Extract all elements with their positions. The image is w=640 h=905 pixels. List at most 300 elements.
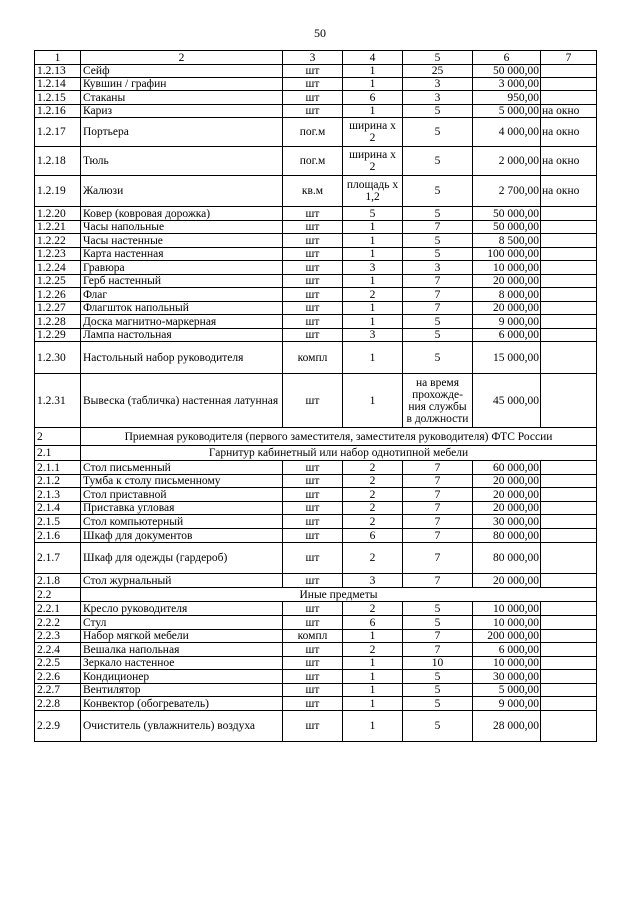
table-row	[35, 302, 597, 315]
item-unit: шт	[283, 221, 343, 234]
item-service-life: 5	[403, 315, 473, 329]
item-number: 1.2.19	[35, 176, 81, 207]
item-name: Кариз	[81, 105, 283, 118]
table-row	[35, 657, 597, 670]
item-number: 1.2.23	[35, 248, 81, 261]
item-service-life: 5	[403, 248, 473, 261]
item-name: Доска магнитно-маркерная	[81, 315, 283, 329]
table-row	[35, 574, 597, 588]
item-name: Приставка угловая	[81, 502, 283, 515]
table-row	[35, 670, 597, 684]
table-row	[35, 329, 597, 342]
item-quantity: 2	[343, 515, 403, 529]
item-number: 2.1.5	[35, 515, 81, 529]
item-quantity: 6	[343, 529, 403, 543]
item-price: 15 000,00	[473, 342, 541, 374]
item-note	[541, 329, 597, 342]
item-number: 1.2.30	[35, 342, 81, 374]
item-number: 1.2.29	[35, 329, 81, 342]
item-name: Флагшток напольный	[81, 302, 283, 315]
item-note	[541, 234, 597, 248]
item-unit: шт	[283, 670, 343, 684]
item-number: 1.2.20	[35, 207, 81, 221]
item-name: Набор мягкой мебели	[81, 630, 283, 643]
item-number: 1.2.17	[35, 118, 81, 147]
item-note	[541, 711, 597, 742]
table-row	[35, 461, 597, 475]
item-service-life: 7	[403, 515, 473, 529]
item-unit: кв.м	[283, 176, 343, 207]
table-row	[35, 643, 597, 657]
section-number: 2	[35, 428, 81, 446]
table-row	[35, 515, 597, 529]
item-quantity: 1	[343, 248, 403, 261]
item-unit: компл	[283, 342, 343, 374]
item-number: 2.2.8	[35, 697, 81, 711]
item-unit: шт	[283, 302, 343, 315]
item-price: 4 000,00	[473, 118, 541, 147]
item-name: Вентилятор	[81, 684, 283, 697]
section-title: Гарнитур кабинетный или набор однотипной мебели	[81, 446, 597, 461]
item-price: 20 000,00	[473, 302, 541, 315]
item-quantity: 1	[343, 697, 403, 711]
item-note	[541, 616, 597, 630]
item-price: 60 000,00	[473, 461, 541, 475]
section-row	[35, 588, 597, 602]
item-price: 50 000,00	[473, 65, 541, 78]
item-service-life: 7	[403, 630, 473, 643]
item-quantity: 1	[343, 78, 403, 91]
item-name: Шкаф для документов	[81, 529, 283, 543]
item-unit: шт	[283, 711, 343, 742]
item-note	[541, 602, 597, 616]
item-price: 950,00	[473, 91, 541, 105]
item-unit: шт	[283, 488, 343, 502]
item-unit: шт	[283, 329, 343, 342]
item-note: на окно	[541, 105, 597, 118]
item-note: на окно	[541, 118, 597, 147]
item-service-life: 7	[403, 529, 473, 543]
item-price: 28 000,00	[473, 711, 541, 742]
item-quantity: 1	[343, 684, 403, 697]
item-quantity: 3	[343, 329, 403, 342]
item-note	[541, 302, 597, 315]
item-number: 2.1.8	[35, 574, 81, 588]
item-service-life: 5	[403, 711, 473, 742]
item-quantity: 1	[343, 65, 403, 78]
item-unit: шт	[283, 657, 343, 670]
item-note	[541, 529, 597, 543]
section-number: 2.1	[35, 446, 81, 461]
section-row	[35, 428, 597, 446]
item-price: 50 000,00	[473, 221, 541, 234]
item-note	[541, 475, 597, 488]
item-name: Часы напольные	[81, 221, 283, 234]
item-note	[541, 91, 597, 105]
column-number: 1	[35, 51, 81, 65]
item-quantity: 1	[343, 630, 403, 643]
item-number: 1.2.13	[35, 65, 81, 78]
item-quantity: 2	[343, 502, 403, 515]
item-quantity: 1	[343, 234, 403, 248]
item-name: Лампа настольная	[81, 329, 283, 342]
item-unit: шт	[283, 288, 343, 302]
item-price: 3 000,00	[473, 78, 541, 91]
item-price: 80 000,00	[473, 529, 541, 543]
item-note	[541, 461, 597, 475]
item-note	[541, 488, 597, 502]
item-price: 200 000,00	[473, 630, 541, 643]
table-row	[35, 697, 597, 711]
item-number: 1.2.31	[35, 374, 81, 428]
item-quantity: 2	[343, 543, 403, 574]
item-number: 1.2.26	[35, 288, 81, 302]
item-service-life: 7	[403, 488, 473, 502]
item-price: 10 000,00	[473, 261, 541, 275]
item-service-life: 7	[403, 574, 473, 588]
item-note	[541, 275, 597, 288]
item-note	[541, 515, 597, 529]
item-name: Стол компьютерный	[81, 515, 283, 529]
item-note: на окно	[541, 147, 597, 176]
item-quantity: 1	[343, 105, 403, 118]
item-price: 30 000,00	[473, 670, 541, 684]
item-note	[541, 684, 597, 697]
table-row	[35, 602, 597, 616]
item-unit: пог.м	[283, 118, 343, 147]
item-unit: шт	[283, 543, 343, 574]
item-number: 2.2.3	[35, 630, 81, 643]
table-row	[35, 234, 597, 248]
item-service-life: 5	[403, 147, 473, 176]
table-row	[35, 288, 597, 302]
item-price: 20 000,00	[473, 502, 541, 515]
item-price: 30 000,00	[473, 515, 541, 529]
item-service-life: 5	[403, 118, 473, 147]
table-row	[35, 248, 597, 261]
item-quantity: 6	[343, 616, 403, 630]
item-name: Тумба к столу письменному	[81, 475, 283, 488]
item-unit: шт	[283, 261, 343, 275]
item-number: 2.1.6	[35, 529, 81, 543]
item-quantity: 1	[343, 315, 403, 329]
item-note	[541, 630, 597, 643]
item-unit: шт	[283, 275, 343, 288]
item-name: Гравюра	[81, 261, 283, 275]
item-unit: шт	[283, 502, 343, 515]
item-note	[541, 315, 597, 329]
item-name: Часы настенные	[81, 234, 283, 248]
item-service-life: 7	[403, 288, 473, 302]
item-name: Сейф	[81, 65, 283, 78]
item-number: 2.1.7	[35, 543, 81, 574]
column-number: 2	[81, 51, 283, 65]
item-service-life: 7	[403, 302, 473, 315]
item-name: Стол журнальный	[81, 574, 283, 588]
table-row	[35, 275, 597, 288]
item-number: 1.2.27	[35, 302, 81, 315]
item-quantity: 2	[343, 475, 403, 488]
item-number: 1.2.22	[35, 234, 81, 248]
item-unit: шт	[283, 697, 343, 711]
item-note	[541, 78, 597, 91]
item-price: 5 000,00	[473, 105, 541, 118]
item-name: Тюль	[81, 147, 283, 176]
item-number: 2.2.9	[35, 711, 81, 742]
item-name: Настольный набор руководителя	[81, 342, 283, 374]
column-number: 3	[283, 51, 343, 65]
item-note	[541, 261, 597, 275]
item-number: 2.2.4	[35, 643, 81, 657]
item-number: 2.1.4	[35, 502, 81, 515]
item-name: Вывеска (табличка) настенная латунная	[81, 374, 283, 428]
item-number: 1.2.28	[35, 315, 81, 329]
item-name: Кресло руководителя	[81, 602, 283, 616]
item-price: 9 000,00	[473, 697, 541, 711]
item-number: 1.2.24	[35, 261, 81, 275]
item-service-life: 5	[403, 342, 473, 374]
item-name: Зеркало настенное	[81, 657, 283, 670]
item-note	[541, 643, 597, 657]
item-number: 1.2.14	[35, 78, 81, 91]
item-unit: шт	[283, 515, 343, 529]
table-row	[35, 711, 597, 742]
item-price: 8 000,00	[473, 288, 541, 302]
item-quantity: 3	[343, 574, 403, 588]
column-number: 6	[473, 51, 541, 65]
item-note	[541, 342, 597, 374]
item-unit: шт	[283, 529, 343, 543]
item-number: 2.2.7	[35, 684, 81, 697]
item-note	[541, 502, 597, 515]
item-note	[541, 574, 597, 588]
item-quantity: 1	[343, 221, 403, 234]
item-name: Очиститель (увлажнитель) воздуха	[81, 711, 283, 742]
item-service-life: 10	[403, 657, 473, 670]
item-price: 20 000,00	[473, 475, 541, 488]
item-service-life: 5	[403, 176, 473, 207]
item-unit: шт	[283, 65, 343, 78]
item-price: 9 000,00	[473, 315, 541, 329]
item-note	[541, 374, 597, 428]
item-name: Стул	[81, 616, 283, 630]
table-row	[35, 374, 597, 428]
item-note	[541, 65, 597, 78]
item-unit: пог.м	[283, 147, 343, 176]
item-name: Герб настенный	[81, 275, 283, 288]
item-note	[541, 543, 597, 574]
item-note: на окно	[541, 176, 597, 207]
item-unit: шт	[283, 315, 343, 329]
item-quantity: 1	[343, 302, 403, 315]
table-row	[35, 543, 597, 574]
item-quantity: 1	[343, 374, 403, 428]
table-row	[35, 91, 597, 105]
item-price: 20 000,00	[473, 275, 541, 288]
item-unit: компл	[283, 630, 343, 643]
item-service-life: 7	[403, 543, 473, 574]
item-number: 2.2.5	[35, 657, 81, 670]
item-number: 1.2.16	[35, 105, 81, 118]
item-number: 1.2.21	[35, 221, 81, 234]
item-number: 2.1.3	[35, 488, 81, 502]
item-name: Карта настенная	[81, 248, 283, 261]
item-quantity: 6	[343, 91, 403, 105]
table-row	[35, 630, 597, 643]
item-number: 2.2.6	[35, 670, 81, 684]
item-unit: шт	[283, 475, 343, 488]
item-price: 45 000,00	[473, 374, 541, 428]
item-price: 10 000,00	[473, 657, 541, 670]
item-unit: шт	[283, 616, 343, 630]
item-unit: шт	[283, 602, 343, 616]
item-price: 20 000,00	[473, 574, 541, 588]
table-row	[35, 475, 597, 488]
item-unit: шт	[283, 105, 343, 118]
item-number: 1.2.18	[35, 147, 81, 176]
item-price: 20 000,00	[473, 488, 541, 502]
item-name: Жалюзи	[81, 176, 283, 207]
item-note	[541, 221, 597, 234]
table-row	[35, 65, 597, 78]
table-row	[35, 118, 597, 147]
item-service-life: 7	[403, 275, 473, 288]
item-price: 50 000,00	[473, 207, 541, 221]
table-row	[35, 176, 597, 207]
item-quantity: 2	[343, 602, 403, 616]
item-price: 6 000,00	[473, 329, 541, 342]
item-service-life: 5	[403, 670, 473, 684]
item-service-life: 7	[403, 475, 473, 488]
item-name: Стол приставной	[81, 488, 283, 502]
table-row	[35, 221, 597, 234]
table-row	[35, 78, 597, 91]
item-service-life: 5	[403, 234, 473, 248]
item-quantity: 2	[343, 643, 403, 657]
item-unit: шт	[283, 207, 343, 221]
item-price: 10 000,00	[473, 616, 541, 630]
item-quantity: 5	[343, 207, 403, 221]
item-note	[541, 248, 597, 261]
item-service-life: 3	[403, 261, 473, 275]
section-title: Приемная руководителя (первого заместителя, заместителя руководителя) ФТС России	[81, 428, 597, 446]
item-name: Кондиционер	[81, 670, 283, 684]
item-quantity: 2	[343, 488, 403, 502]
item-price: 8 500,00	[473, 234, 541, 248]
item-number: 1.2.25	[35, 275, 81, 288]
item-number: 2.1.2	[35, 475, 81, 488]
item-name: Ковер (ковровая дорожка)	[81, 207, 283, 221]
item-service-life: 5	[403, 207, 473, 221]
item-quantity: 1	[343, 711, 403, 742]
table-row	[35, 488, 597, 502]
item-unit: шт	[283, 234, 343, 248]
section-title: Иные предметы	[81, 588, 597, 602]
item-quantity: 2	[343, 288, 403, 302]
item-service-life: 25	[403, 65, 473, 78]
item-unit: шт	[283, 461, 343, 475]
item-service-life: 7	[403, 461, 473, 475]
item-service-life: 3	[403, 78, 473, 91]
furniture-norms-table	[34, 50, 597, 742]
item-service-life: 5	[403, 602, 473, 616]
table-row	[35, 315, 597, 329]
item-service-life: 5	[403, 697, 473, 711]
item-price: 2 000,00	[473, 147, 541, 176]
table-row	[35, 105, 597, 118]
item-service-life: 7	[403, 643, 473, 657]
table-row	[35, 502, 597, 515]
item-price: 2 700,00	[473, 176, 541, 207]
table-row	[35, 684, 597, 697]
item-service-life: 7	[403, 502, 473, 515]
item-price: 5 000,00	[473, 684, 541, 697]
item-quantity: ширина х 2	[343, 118, 403, 147]
item-quantity: 2	[343, 461, 403, 475]
item-service-life: 5	[403, 105, 473, 118]
item-name: Стол письменный	[81, 461, 283, 475]
item-note	[541, 207, 597, 221]
section-row	[35, 446, 597, 461]
item-number: 2.2.2	[35, 616, 81, 630]
item-price: 100 000,00	[473, 248, 541, 261]
table-row	[35, 207, 597, 221]
column-number: 5	[403, 51, 473, 65]
item-unit: шт	[283, 684, 343, 697]
item-name: Портьера	[81, 118, 283, 147]
item-unit: шт	[283, 643, 343, 657]
table-row	[35, 616, 597, 630]
table-row	[35, 147, 597, 176]
item-name: Вешалка напольная	[81, 643, 283, 657]
item-quantity: площадь х 1,2	[343, 176, 403, 207]
item-unit: шт	[283, 574, 343, 588]
item-unit: шт	[283, 78, 343, 91]
item-quantity: 3	[343, 261, 403, 275]
item-service-life: на время прохожде-ния службы в должности	[403, 374, 473, 428]
item-unit: шт	[283, 91, 343, 105]
item-name: Конвектор (обогреватель)	[81, 697, 283, 711]
item-service-life: 7	[403, 221, 473, 234]
item-service-life: 5	[403, 684, 473, 697]
item-quantity: 1	[343, 657, 403, 670]
item-service-life: 5	[403, 329, 473, 342]
page-number: 50	[314, 26, 326, 40]
column-number: 4	[343, 51, 403, 65]
item-quantity: ширина х 2	[343, 147, 403, 176]
item-quantity: 1	[343, 275, 403, 288]
item-service-life: 5	[403, 616, 473, 630]
table-row	[35, 342, 597, 374]
item-note	[541, 670, 597, 684]
item-note	[541, 288, 597, 302]
section-number: 2.2	[35, 588, 81, 602]
item-name: Кувшин / графин	[81, 78, 283, 91]
item-number: 1.2.15	[35, 91, 81, 105]
item-name: Стаканы	[81, 91, 283, 105]
item-price: 6 000,00	[473, 643, 541, 657]
item-price: 80 000,00	[473, 543, 541, 574]
item-quantity: 1	[343, 342, 403, 374]
item-note	[541, 657, 597, 670]
item-number: 2.2.1	[35, 602, 81, 616]
item-service-life: 3	[403, 91, 473, 105]
column-number-row	[35, 51, 597, 65]
item-quantity: 1	[343, 670, 403, 684]
column-number: 7	[541, 51, 597, 65]
item-name: Шкаф для одежды (гардероб)	[81, 543, 283, 574]
item-number: 2.1.1	[35, 461, 81, 475]
